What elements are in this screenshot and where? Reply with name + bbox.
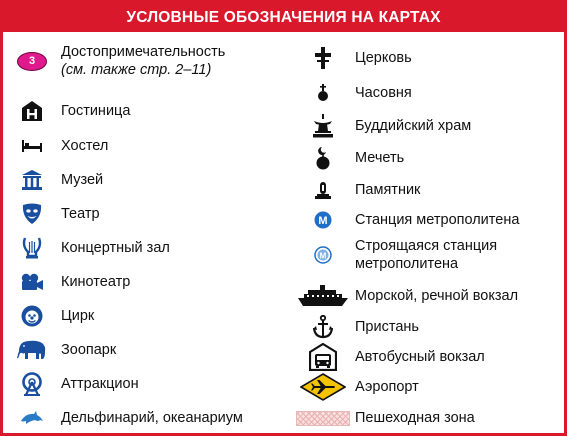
metro-construction-icon <box>296 240 350 270</box>
legend-item-sight <box>12 43 225 79</box>
legend-item-mosque <box>296 143 404 173</box>
legend-item-church <box>296 43 412 73</box>
legend-label: Часовня <box>355 85 412 101</box>
legend-item-hostel <box>12 131 108 161</box>
elephant-icon <box>12 335 52 365</box>
legend-title: УСЛОВНЫЕ ОБОЗНАЧЕНИЯ НА КАРТАХ <box>3 3 564 32</box>
legend-label: Строящаяся станция <box>355 238 498 254</box>
pedestrian-zone-icon <box>296 411 350 426</box>
legend-item-buddhist-temple <box>296 111 471 141</box>
monument-icon <box>296 175 350 205</box>
legend-item-bus-station <box>296 342 485 372</box>
legend-item-cinema <box>12 267 130 297</box>
legend-item-chapel <box>296 78 412 108</box>
legend-item-hotel <box>12 96 130 126</box>
legend-label: Театр <box>61 206 100 222</box>
buddhist-temple-icon <box>296 111 350 141</box>
legend-label: Гостиница <box>61 103 131 119</box>
legend-item-monument <box>296 175 420 205</box>
legend-item-attraction <box>12 369 139 399</box>
legend-item-concert-hall <box>12 233 170 263</box>
legend-label: Станция метрополитена <box>355 212 520 228</box>
legend-label: Морской, речной вокзал <box>355 288 519 304</box>
legend-label: Буддийский храм <box>355 118 472 134</box>
legend-label: Пристань <box>355 319 419 335</box>
chapel-icon <box>296 78 350 108</box>
legend-item-pier <box>296 312 419 342</box>
legend-sublabel: (см. также стр. 2–11) <box>61 62 212 78</box>
legend-label: Аттракцион <box>61 376 139 392</box>
legend-label: Мечеть <box>355 150 405 166</box>
church-cross-icon <box>296 43 350 73</box>
legend-item-museum <box>12 165 103 195</box>
legend-item-seaport <box>296 281 518 311</box>
metro-icon <box>296 205 350 235</box>
legend-item-dolphinarium <box>12 403 243 433</box>
legend-label: Концертный зал <box>61 240 170 256</box>
film-camera-icon <box>12 267 52 297</box>
legend-item-theatre <box>12 199 100 229</box>
clown-icon <box>12 301 52 331</box>
legend-label: Цирк <box>61 308 95 324</box>
legend-item-pedestrian-zone <box>296 403 475 433</box>
dolphin-icon <box>12 403 52 433</box>
ship-icon <box>296 281 350 311</box>
theatre-mask-icon <box>12 199 52 229</box>
legend-item-metro <box>296 205 519 235</box>
legend-label: Церковь <box>355 50 412 66</box>
legend-label: Пешеходная зона <box>355 410 475 426</box>
legend-label: Аэропорт <box>355 379 419 395</box>
hotel-icon <box>12 96 52 126</box>
legend-item-metro-construction <box>296 237 497 273</box>
museum-icon <box>12 165 52 195</box>
airplane-icon <box>296 372 350 402</box>
legend-item-circus <box>12 301 94 331</box>
legend-label: Зоопарк <box>61 342 117 358</box>
legend-item-zoo <box>12 335 116 365</box>
legend-label: Дельфинарий, океанариум <box>61 410 243 426</box>
mosque-icon <box>296 143 350 173</box>
ferris-wheel-icon <box>12 369 52 399</box>
bed-icon <box>12 131 52 161</box>
legend-item-airport <box>296 372 419 402</box>
lyre-icon <box>12 233 52 263</box>
legend-label: Памятник <box>355 182 421 198</box>
legend-label: Достопримечательность <box>61 44 226 60</box>
metro-construction-letter: M <box>319 251 327 261</box>
legend-sublabel: метрополитена <box>355 256 459 272</box>
sight-badge-icon: 3 <box>17 52 47 71</box>
legend-label: Хостел <box>61 138 109 154</box>
legend-label: Кинотеатр <box>61 274 131 290</box>
metro-letter: M <box>318 215 328 227</box>
legend-label: Музей <box>61 172 104 188</box>
anchor-icon <box>296 312 350 342</box>
bus-station-icon <box>296 342 350 372</box>
legend-label: Автобусный вокзал <box>355 349 485 365</box>
